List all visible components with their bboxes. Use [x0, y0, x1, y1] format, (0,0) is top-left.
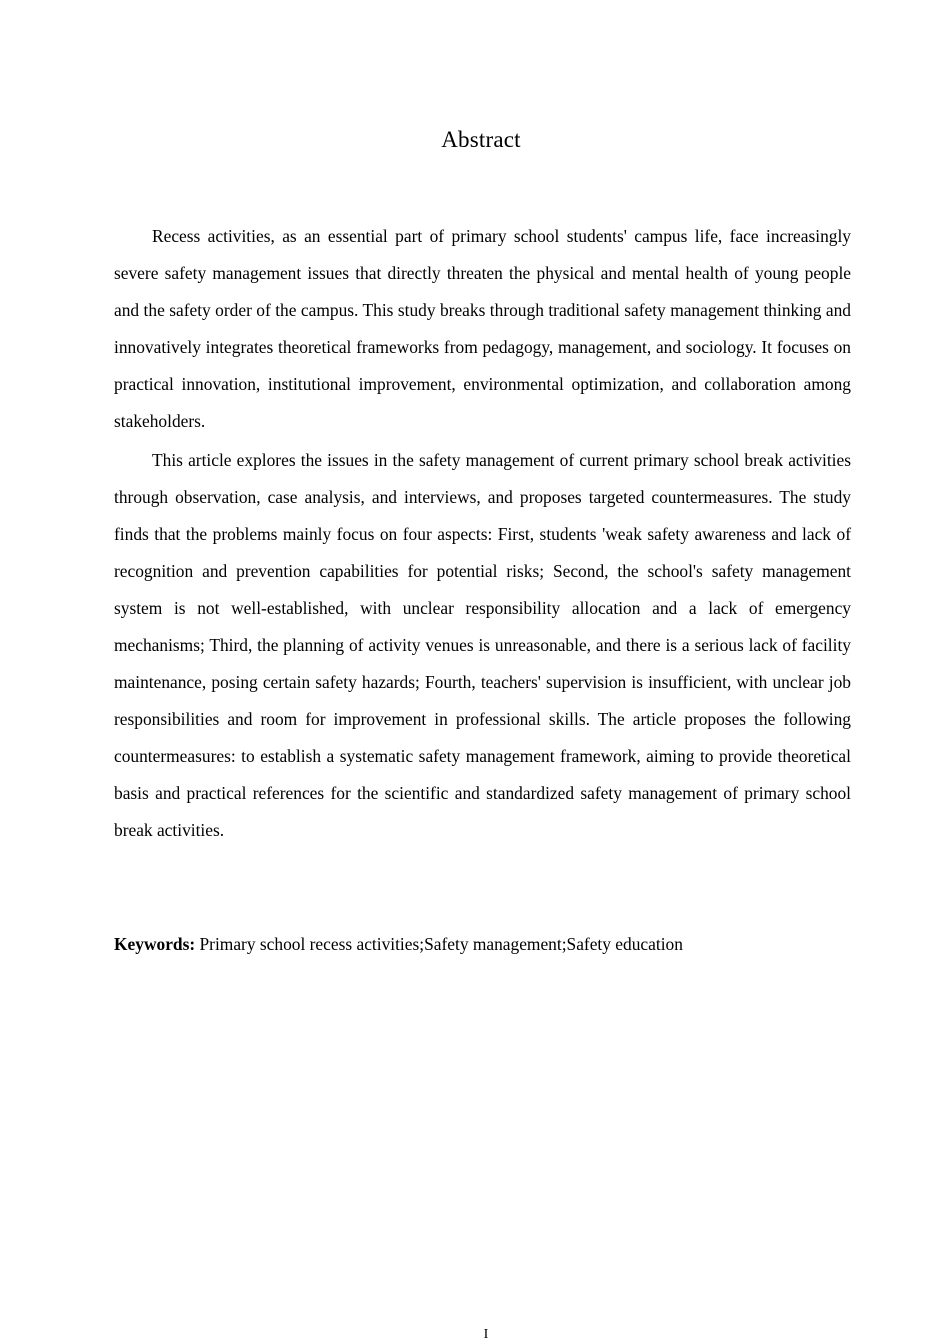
page-title: Abstract: [441, 127, 521, 152]
keywords-value: Primary school recess activities;Safety management;Safety education: [199, 934, 683, 954]
abstract-paragraph-1: Recess activities, as an essential part of primary school students' campus life, face increasingly severe safety management issues that directly threaten the physical and mental health of young people and the safety order of the campus. This study breaks through traditional safety management thinking and innovatively integrates theoretical frameworks from pedagogy, management, and sociology. It focuses on practical innovation, institutional improvement, environmental optimization, and collaboration among stakeholders.: [114, 226, 851, 431]
keywords-line: [114, 928, 851, 960]
keywords-label: Keywords:: [114, 934, 196, 954]
page-number: I: [483, 1327, 489, 1342]
abstract-paragraph-2: This article explores the issues in the safety management of current primary school break activities through observation, case analysis, and interviews, and proposes targeted countermeasures. The study finds that the problems mainly focus on four aspects: First, students 'weak safety awareness and lack of recognition and prevention capabilities for potential risks; Second, the school's safety management system is not well-established, with unclear responsibility allocation and a lack of emergency mechanisms; Third, the planning of activity venues is unreasonable, and there is a serious lack of facility maintenance, posing certain safety hazards; Fourth, teachers' supervision is insufficient, with unclear job responsibilities and room for improvement in professional skills. The article proposes the following countermeasures: to establish a systematic safety management framework, aiming to provide theoretical basis and practical references for the scientific and standardized safety management of primary school break activities.: [114, 450, 851, 840]
abstract-body: [114, 218, 851, 851]
